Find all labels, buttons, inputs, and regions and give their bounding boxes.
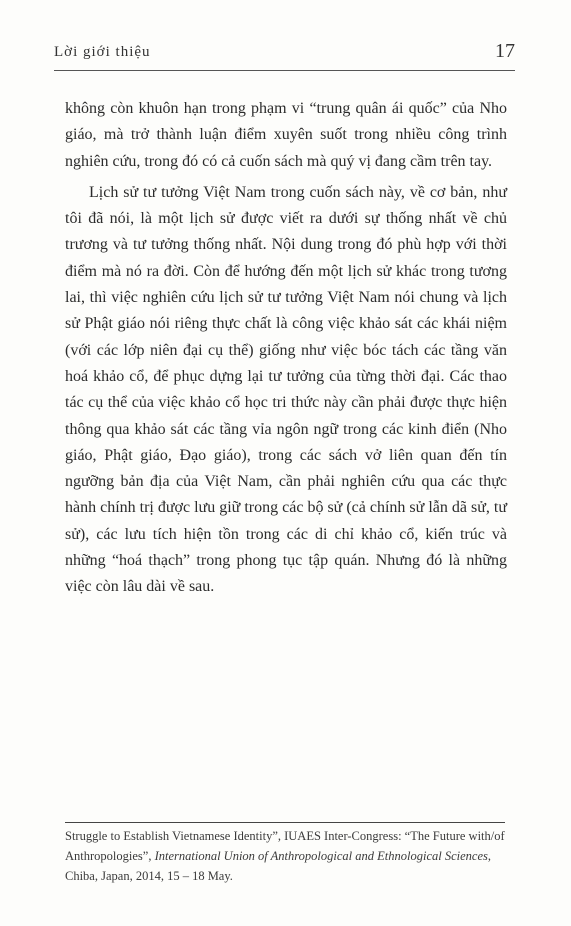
footnote-text-end: , Chiba, Japan, 2014, 15 – 18 May. (65, 849, 491, 883)
footnote-text-start: Struggle to Establish Vietnamese Identity”, IUAES Inter-Congress: “The Future with/of Anthropologies”, (65, 829, 505, 863)
footnote-italic-title: International Union of Anthropological and Ethnological Sciences (154, 849, 488, 863)
body-text (65, 96, 507, 601)
page-header (54, 40, 515, 71)
paragraph-1: không còn khuôn hạn trong phạm vi “trung quân ái quốc” của Nho giáo, mà trở thành luận điểm xuyên suốt trong nhiều công trình nghiên cứu, trong đó có cả cuốn sách mà quý vị đang cầm trên tay. (65, 100, 507, 170)
page-number: 17 (495, 40, 515, 62)
footnote-divider (65, 822, 505, 823)
running-title: Lời giới thiệu (54, 44, 151, 60)
footnote (65, 826, 507, 886)
paragraph-2: Lịch sử tư tưởng Việt Nam trong cuốn sách này, về cơ bản, như tôi đã nói, là một lịch sử được viết ra dưới sự thống nhất về chủ trương và tư tưởng thống nhất. Nội dung trong đó phù hợp với thời điểm mà nó ra đời. Còn để hướng đến một lịch sử khác trong tương lai, thì việc nghiên cứu lịch sử tư tưởng Việt Nam nói chung và lịch sử Phật giáo nói riêng thực chất là công việc khảo sát các khái niệm (với các lớp niên đại cụ thể) giống như việc bóc tách các tầng văn hoá khảo cổ, để phục dựng lại tư tưởng của từng thời đại. Các thao tác cụ thể của việc khảo cổ học tri thức này cần phải được thực hiện thông qua khảo sát các tầng vỉa ngôn ngữ trong các kinh điển (Nho giáo, Phật giáo, Đạo giáo), trong các sách vở liên quan đến tín ngưỡng bản địa của Việt Nam, cần phải nghiên cứu qua các thực hành chính trị được lưu giữ trong các bộ sử (cả chính sử lẫn dã sử, tư sử), các lưu tích hiện tồn trong các di chỉ khảo cổ, kiến trúc và những “hoá thạch” trong phong tục tập quán. Nhưng đó là những việc còn lâu dài về sau. (65, 183, 507, 596)
